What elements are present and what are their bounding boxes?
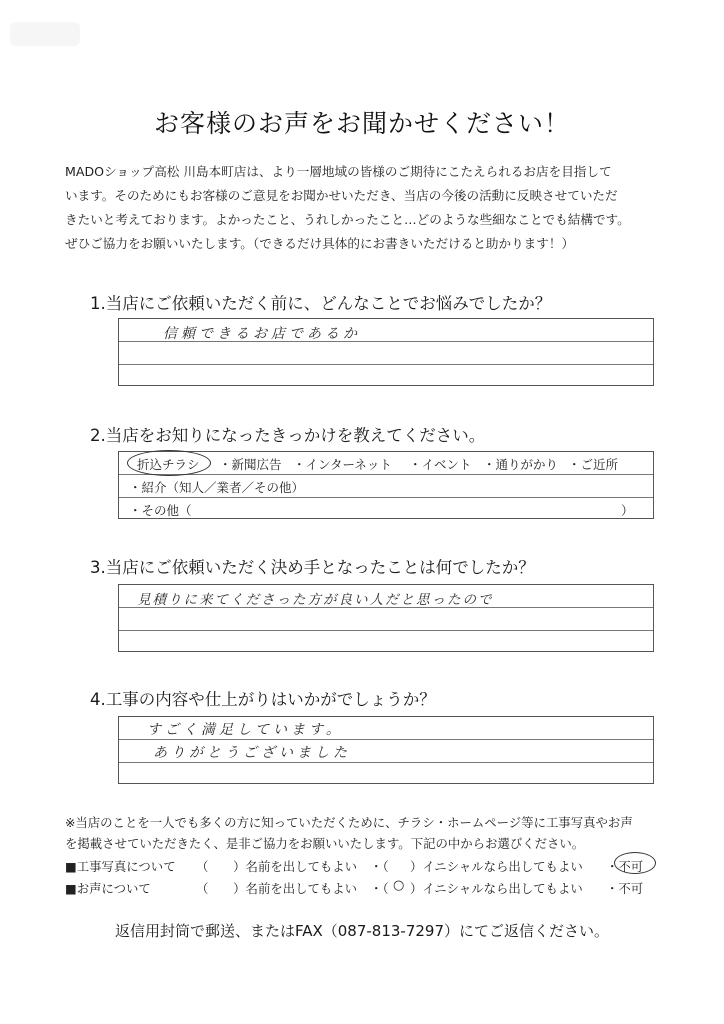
- answer-box-2: [118, 451, 654, 519]
- ruled-line: [119, 474, 653, 475]
- consent-note: [65, 812, 665, 854]
- option-passing-by: ・通りがかり: [483, 457, 559, 472]
- option-neighborhood: ・ご近所: [568, 457, 619, 472]
- question-4: 4.工事の内容や仕上がりはいかがでしょうか？: [90, 690, 436, 709]
- consent-note-line: を掲載させていただきたく、是非ご協力をお願いいたします。下記の中からお選びください。: [65, 836, 585, 851]
- ruled-line: [119, 739, 653, 740]
- intro-line: ぜひご協力をお願いいたします。（できるだけ具体的にお書きいただけると助かります！）: [65, 236, 575, 251]
- ruled-line: [119, 630, 653, 631]
- option-event: ・イベント: [409, 457, 472, 472]
- answer-box-4: [118, 716, 654, 784]
- option-other: ・その他（: [129, 503, 192, 518]
- question-2: 2.当店をお知りになったきっかけを教えてください。: [90, 426, 486, 445]
- page-title: お客様のお声をお聞かせください！: [153, 109, 570, 138]
- return-instructions: 返信用封筒で郵送、またはFAX（087-813-7297）にてご返信ください。: [114, 922, 610, 940]
- handwritten-answer-4-line-1: すごく満足しています。: [147, 722, 344, 738]
- question-1: 1.当店にご依頼いただく前に、どんなことでお悩みでしたか？: [90, 294, 552, 313]
- voice-initials-mark: ○: [393, 878, 405, 893]
- question-3: 3.当店にご依頼いただく決め手となったことは何でしたか？: [90, 558, 535, 577]
- handwritten-answer-1: 信頼できるお店であるか: [163, 326, 361, 342]
- intro-line: MADOショップ高松 川島本町店は、より一層地域の皆様のご期待にこたえられるお店を目指して: [65, 164, 612, 179]
- option-flyer: 折込チラシ: [137, 457, 200, 472]
- intro-line: います。そのためにもお客様のご意見をお聞かせいただき、当店の今後の活動に反映させていただ: [65, 188, 618, 203]
- answer-box-1: [118, 318, 654, 386]
- voice-initials-open: ・（: [370, 881, 389, 896]
- consent-note-line: ※当店のことを一人でも多くの方に知っていただくために、チラシ・ホームページ等に工事写真やお声: [65, 815, 633, 830]
- voice-name-ok: （ ）名前を出してもよい: [196, 881, 358, 896]
- option-internet: ・インターネット: [293, 457, 392, 472]
- photo-consent-label: ■工事写真について: [65, 859, 176, 874]
- scan-smudge: [10, 22, 80, 46]
- answer-box-3: [118, 584, 654, 652]
- voice-initials-ok: ）イニシャルなら出してもよい: [410, 881, 583, 896]
- intro-paragraph: [65, 160, 665, 256]
- handwritten-answer-3: 見積りに来てくださった方が良い人だと思ったので: [137, 592, 494, 608]
- ruled-line: [119, 497, 653, 498]
- photo-decline: ・不可: [606, 859, 644, 874]
- intro-line: きたいと考えております。よかったこと、うれしかったこと…どのような些細なことでも結構です。: [65, 212, 630, 227]
- option-referral: ・紹介（知人／業者／その他）: [129, 480, 305, 495]
- ruled-line: [119, 364, 653, 365]
- option-other-close: ）: [621, 503, 634, 518]
- option-newspaper: ・新聞広告: [219, 457, 282, 472]
- photo-name-ok: （ ）名前を出してもよい: [196, 859, 358, 874]
- photo-initials-ok: ）イニシャルなら出してもよい: [410, 859, 583, 874]
- ruled-line: [119, 762, 653, 763]
- voice-decline: ・不可: [606, 881, 644, 896]
- photo-initials-open: ・（: [370, 859, 389, 874]
- handwritten-answer-4-line-2: ありがとうございました: [153, 745, 351, 761]
- voice-consent-label: ■お声について: [65, 881, 151, 896]
